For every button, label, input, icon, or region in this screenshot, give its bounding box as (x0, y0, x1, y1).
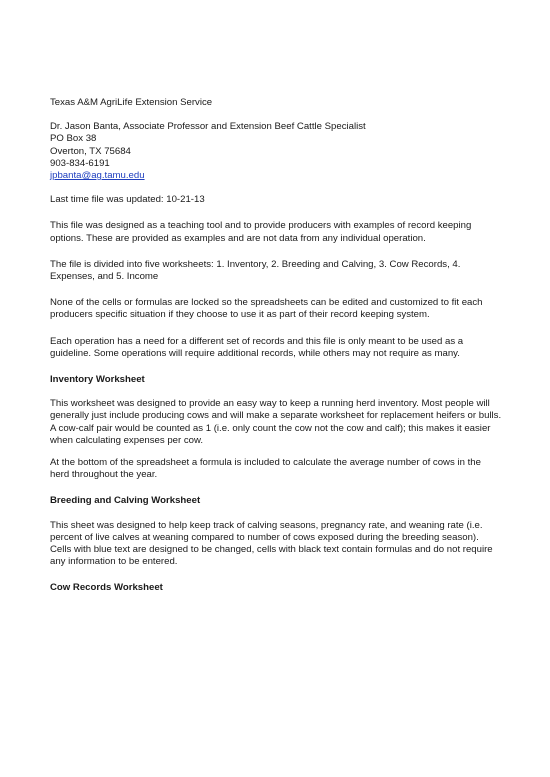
organization-name: Texas A&M AgriLife Extension Service (50, 97, 213, 108)
contact-address-line-1: PO Box 38 (50, 133, 97, 145)
document-body (50, 97, 502, 595)
worksheets-paragraph: The file is divided into five worksheets: 1. Inventory, 2. Breeding and Calving, 3. Cow Records, 4. Expenses, and 5. Income (50, 258, 461, 283)
contact-name: Dr. Jason Banta, Associate Professor and Extension Beef Cattle Specialist (50, 121, 366, 133)
guideline-paragraph: Each operation has a need for a different set of records and this file is only meant to be used as a guideline. Some operations will require additional records, while others may not require as many. (50, 335, 464, 359)
editing-paragraph: None of the cells or formulas are locked so the spreadsheets can be edited and customized to fit each producers specific situation if they choose to use it as part of their record keeping system. (50, 297, 483, 321)
contact-email-link[interactable]: jpbanta@ag.tamu.edu (50, 170, 145, 182)
contact-phone: 903-834-6191 (50, 157, 110, 169)
inventory-heading: Inventory Worksheet (50, 374, 145, 386)
inventory-paragraph-2: At the bottom of the spreadsheet a formula is included to calculate the average number of cows in the herd throughout the year. (50, 457, 481, 481)
intro-paragraph: This file was designed as a teaching tool and to provide producers with examples of record keeping options. These are provided as examples and are not data from any individual operation. (50, 220, 472, 244)
last-updated: Last time file was updated: 10-21-13 (50, 194, 205, 206)
breeding-paragraph: This sheet was designed to help keep track of calving seasons, pregnancy rate, and weaning rate (i.e. percent of live calves at weaning compared to number of cows exposed during the breeding season). Cells with blue text are designed to be changed, cells with black text contain formulas and do not require any information to be entered. (50, 519, 493, 568)
cow-records-heading: Cow Records Worksheet (50, 582, 163, 594)
breeding-heading: Breeding and Calving Worksheet (50, 495, 201, 507)
contact-block (50, 121, 502, 182)
inventory-paragraph-1: This worksheet was designed to provide an easy way to keep a running herd inventory. Most people will generally just include producing cows and will make a separate worksheet for replacement heifers or bulls. A cow-calf pair would be counted as 1 (i.e. only count the cow not the cow and calf); this makes it easier when calculating expenses per cow. (50, 398, 502, 446)
contact-address-line-2: Overton, TX 75684 (50, 145, 131, 157)
